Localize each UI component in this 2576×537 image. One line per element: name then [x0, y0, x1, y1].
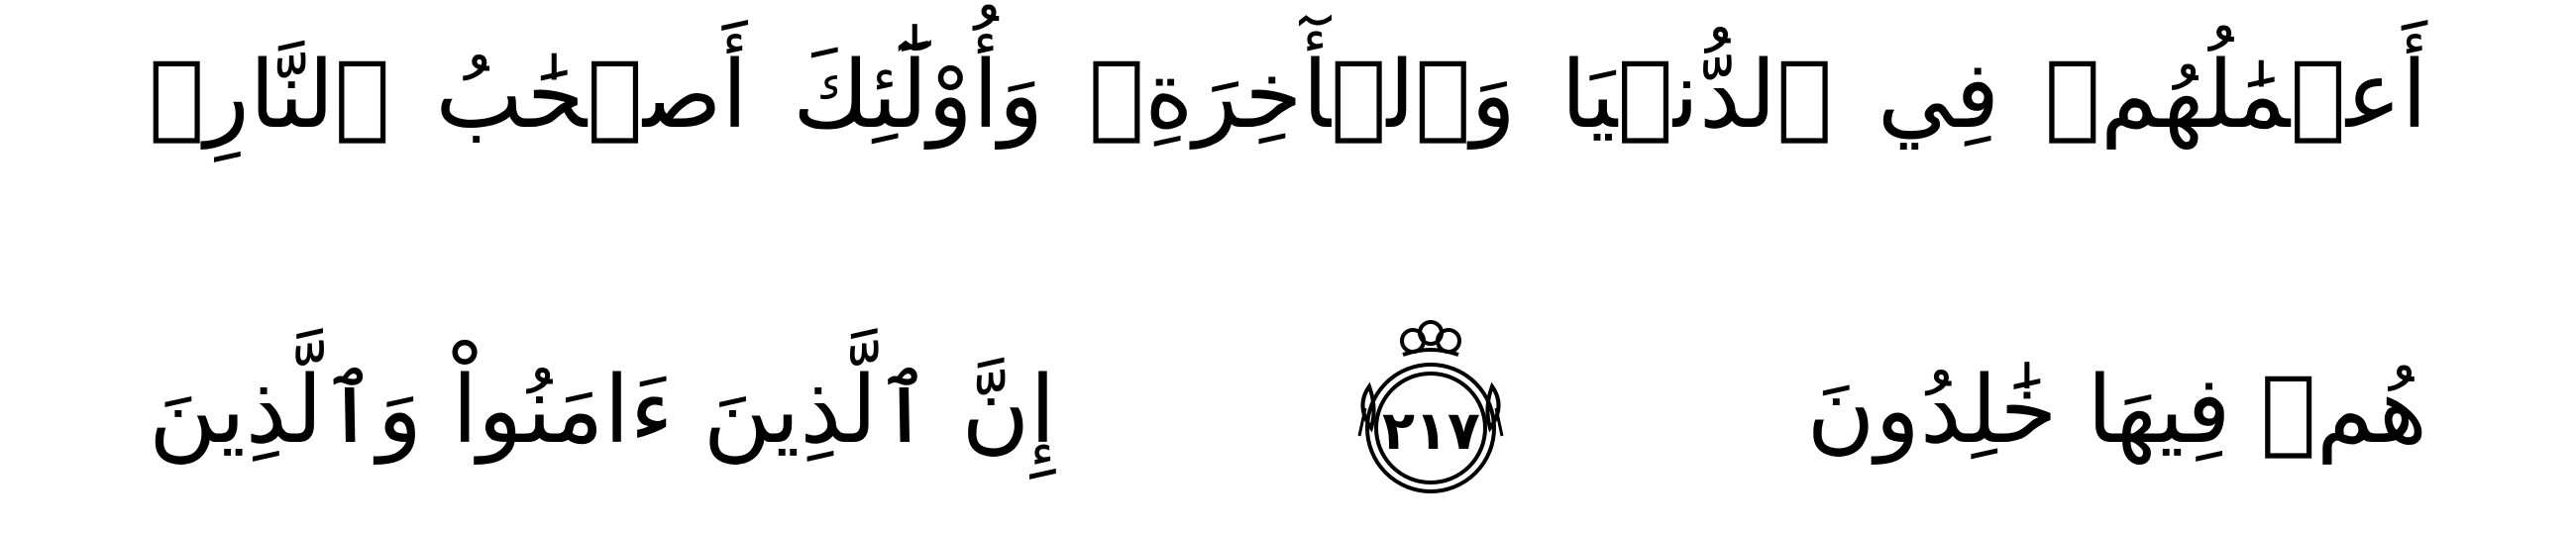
verse-line-2: [149, 317, 2427, 505]
verse-line-2-start: هُمۡ فِيهَا خَٰلِدُونَ: [1806, 357, 2427, 465]
ayah-number: ٢١٧: [1382, 399, 1480, 462]
ayah-end-marker: [1351, 317, 1510, 505]
verse-line-2-end: إِنَّ ٱلَّذِينَ ءَامَنُواْ وَٱلَّذِينَ: [149, 357, 1056, 465]
verse-line-1: أَعۡمَٰلُهُمۡ فِي ٱلدُّنۡيَا وَٱلۡأٓخِرَةِۖ وَأُوْلَٰٓئِكَ أَصۡحَٰبُ ٱلنَّارِۖ: [149, 42, 2427, 150]
